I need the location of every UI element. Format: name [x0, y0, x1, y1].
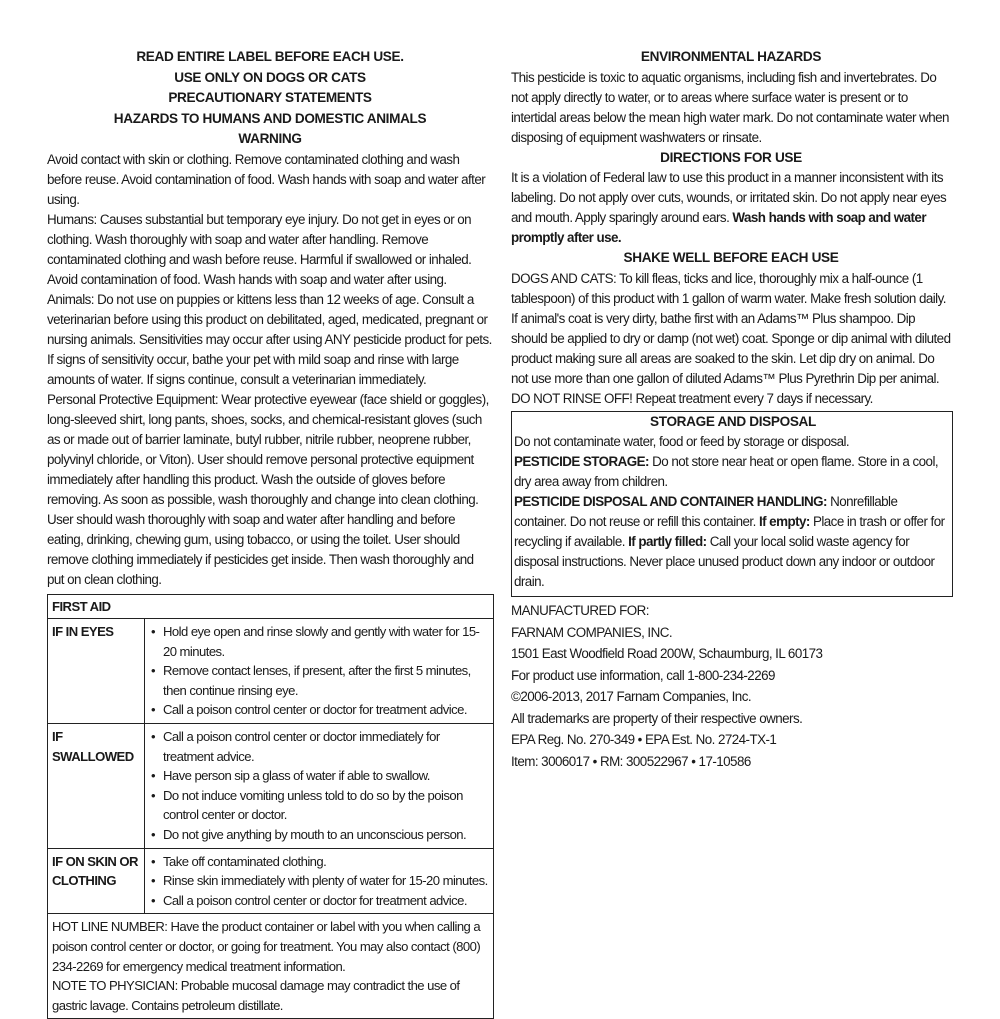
list-item: • Rinse skin immediately with plenty of water for 15-20 minutes. — [149, 871, 489, 891]
first-aid-row-eyes — [48, 619, 494, 724]
hotline-text: HOT LINE NUMBER: Have the product container or label with you when calling a poison control center or doctor, or going for treatment. You may also contact (800) 234-2269 for emergency medical treatment information. — [52, 917, 489, 976]
first-aid-row-skin — [48, 848, 494, 914]
directions-body: It is a violation of Federal law to use this product in a manner inconsistent with its labeling. Do not apply over cuts, wounds, or irritated skin. Do not apply near eyes and mouth. Apply sparingly around ears. — [511, 170, 946, 225]
if-partly-filled-label: If partly filled: — [628, 534, 706, 549]
heading-precautionary: PRECAUTIONARY STATEMENTS — [47, 88, 493, 109]
list-item: • Remove contact lenses, if present, after the first 5 minutes, then continue rinsing eye. — [149, 661, 489, 700]
heading-read-label: READ ENTIRE LABEL BEFORE EACH USE. — [47, 47, 493, 68]
manufacturer-info — [511, 600, 951, 772]
storage-intro: Do not contaminate water, food or feed by storage or disposal. — [514, 432, 952, 452]
list-item: • Do not induce vomiting unless told to do so by the poison control center or doctor. — [149, 786, 489, 825]
item-numbers: Item: 3006017 • RM: 300522967 • 17-10586 — [511, 751, 951, 773]
pesticide-storage-label: PESTICIDE STORAGE: — [514, 454, 649, 469]
shake-text: DOGS AND CATS: To kill fleas, ticks and lice, thoroughly mix a half-ounce (1 tablespoon) of this product with 1 gallon of warm water. Make fresh solution daily. If animal's coat is very dirty, bathe first with an Adams™ Plus shampoo. Dip should be applied to dry or damp (not wet) coat. Sponge or dip animal with diluted product making sure all areas are soaked to the skin. Let dip dry on animal. Do not use more than one gallon of diluted Adams™ Plus Pyrethrin Dip per animal. DO NOT RINSE OFF! Repeat treatment every 7 days if necessary. — [511, 269, 951, 409]
warning-headings — [47, 47, 493, 150]
pesticide-disposal-text: Nonrefillable container. Do not reuse or refill this container. — [514, 494, 897, 529]
manufactured-for: MANUFACTURED FOR: — [511, 600, 951, 622]
list-item: • Call a poison control center or doctor immediately for treatment advice. — [149, 727, 489, 766]
pesticide-disposal — [514, 492, 952, 592]
company-name: FARNAM COMPANIES, INC. — [511, 622, 951, 644]
precaution-text — [47, 150, 493, 590]
first-aid-notes — [48, 914, 494, 1019]
paragraph-ppe: Personal Protective Equipment: Wear protective eyewear (face shield or goggles), long-sleeved shirt, long pants, shoes, socks, and chemical-resistant gloves (such as or made out of barrier laminate, butyl rubber, nitrile rubber, neoprene rubber, polyvinyl chloride, or Viton). User should remove personal protective equipment immediately after handling this product. Wash the outside of gloves before removing. As soon as possible, wash thoroughly and change into clean clothing. User should wash thoroughly with soap and water after handling and before eating, drinking, chewing gum, using tobacco, or using the toilet. User should remove clothing immediately if pesticides get inside. Then wash thoroughly and put on clean clothing. — [47, 390, 493, 590]
if-empty-text: Place in trash or offer for recycling if available. — [514, 514, 945, 549]
list-item: • Take off contaminated clothing. — [149, 852, 489, 872]
first-aid-title: FIRST AID — [48, 594, 494, 619]
condition-swallowed: IF SWALLOWED — [48, 724, 145, 849]
directions-text — [511, 168, 951, 248]
shake-heading: SHAKE WELL BEFORE EACH USE — [511, 248, 951, 269]
pesticide-storage-text: Do not store near heat or open flame. Store in a cool, dry area away from children. — [514, 454, 938, 489]
company-address: 1501 East Woodfield Road 200W, Schaumburg, IL 60173 — [511, 643, 951, 665]
paragraph-animals: Animals: Do not use on puppies or kittens less than 12 weeks of age. Consult a veterinarian before using this product on debilitated, aged, medicated, pregnant or nursing animals. Sensitivities may occur after using ANY pesticide product for pets. If signs of sensitivity occur, bathe your pet with mild soap and rinse with large amounts of water. If signs continue, consult a veterinarian immediately. — [47, 290, 493, 390]
directions-heading: DIRECTIONS FOR USE — [511, 148, 951, 169]
pesticide-storage — [514, 452, 952, 492]
list-item: • Have person sip a glass of water if able to swallow. — [149, 766, 489, 786]
if-empty-label: If empty: — [759, 514, 810, 529]
instructions-swallowed — [145, 724, 494, 849]
condition-eyes: IF IN EYES — [48, 619, 145, 724]
epa-numbers: EPA Reg. No. 270-349 • EPA Est. No. 2724-TX-1 — [511, 729, 951, 751]
product-info-phone: For product use information, call 1-800-234-2269 — [511, 665, 951, 687]
instructions-eyes — [145, 619, 494, 724]
trademarks: All trademarks are property of their respective owners. — [511, 708, 951, 730]
heading-warning: WARNING — [47, 129, 493, 150]
environmental-text: This pesticide is toxic to aquatic organisms, including fish and invertebrates. Do not apply directly to water, or to areas where surface water is present or to intertidal areas below the mean high water mark. Do not contaminate water when disposing of equipment washwaters or rinsate. — [511, 68, 951, 148]
environmental-heading: ENVIRONMENTAL HAZARDS — [511, 47, 951, 68]
physician-note: NOTE TO PHYSICIAN: Probable mucosal damage may contradict the use of gastric lavage. Contains petroleum distillate. — [52, 976, 489, 1015]
paragraph-humans: Humans: Causes substantial but temporary eye injury. Do not get in eyes or on clothing. Wash thoroughly with soap and water after handling. Remove contaminated clothing and wash before reuse. Harmful if swallowed or inhaled. Avoid contamination of food. Wash hands with soap and water after using. — [47, 210, 493, 290]
storage-heading: STORAGE AND DISPOSAL — [514, 412, 952, 433]
left-column — [47, 47, 493, 1019]
pesticide-disposal-label: PESTICIDE DISPOSAL AND CONTAINER HANDLING: — [514, 494, 827, 509]
paragraph-general: Avoid contact with skin or clothing. Remove contaminated clothing and wash before reuse. Avoid contamination of food. Wash hands with soap and water after using. — [47, 150, 493, 210]
list-item: • Do not give anything by mouth to an unconscious person. — [149, 825, 489, 845]
condition-skin: IF ON SKIN OR CLOTHING — [48, 848, 145, 914]
first-aid-table — [47, 594, 494, 1019]
copyright: ©2006-2013, 2017 Farnam Companies, Inc. — [511, 686, 951, 708]
if-partly-filled-text: Call your local solid waste agency for disposal instructions. Never place unused product down any indoor or outdoor drain. — [514, 534, 934, 589]
list-item: • Hold eye open and rinse slowly and gently with water for 15-20 minutes. — [149, 622, 489, 661]
storage-body — [514, 432, 952, 592]
heading-hazards: HAZARDS TO HUMANS AND DOMESTIC ANIMALS — [47, 109, 493, 130]
list-item: • Call a poison control center or doctor for treatment advice. — [149, 700, 489, 720]
instructions-skin — [145, 848, 494, 914]
directions-wash-hands: Wash hands with soap and water promptly after use. — [511, 210, 926, 245]
first-aid-row-swallowed — [48, 724, 494, 849]
storage-disposal-box — [511, 411, 953, 598]
list-item: • Call a poison control center or doctor for treatment advice. — [149, 891, 489, 911]
heading-dogs-cats: USE ONLY ON DOGS OR CATS — [47, 68, 493, 89]
right-column — [511, 47, 951, 772]
